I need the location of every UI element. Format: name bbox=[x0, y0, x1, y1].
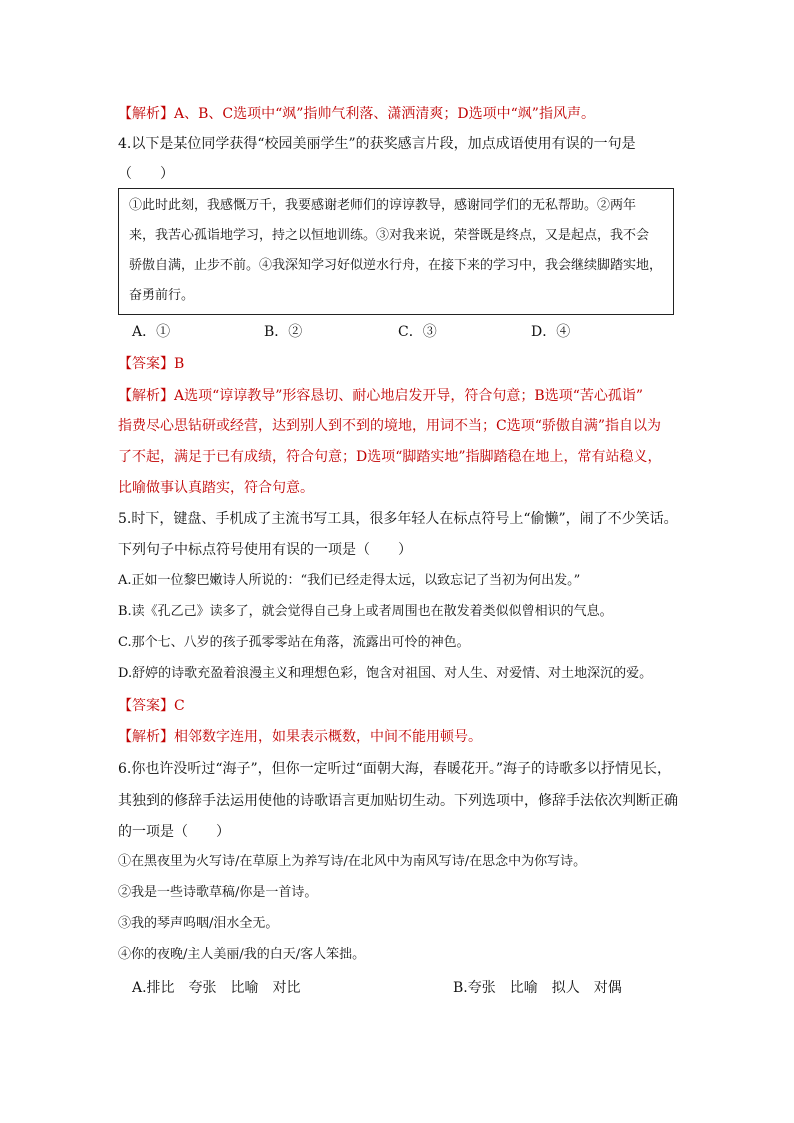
q4-passage-line-2: 来，我苦心孤诣地学习，持之以恒地训练。③对我来说，荣誉既是终点，又是起点，我不会 bbox=[129, 228, 650, 243]
q6-item-1: ①在黑夜里为火写诗/在草原上为养写诗/在北风中为南风写诗/在思念中为你写诗。 bbox=[118, 854, 587, 869]
q6-item-4: ④你的夜晚/主人美丽/我的白天/客人笨拙。 bbox=[118, 947, 366, 962]
q4-option-b: B．② bbox=[264, 324, 303, 340]
q4-stem-line-1: 4.以下是某位同学获得“校园美丽学生”的获奖感言片段，加点成语使用有误的一句是 bbox=[118, 136, 636, 152]
q6-option-b: B.夸张 比喻 拟人 对偶 bbox=[453, 980, 622, 996]
q4-option-a: A．① bbox=[132, 324, 171, 340]
q4-analysis-line-1 bbox=[118, 386, 678, 406]
q4-option-d: D．④ bbox=[531, 324, 571, 340]
q4-analysis-line-2: 指费尽心思钻研或经营，达到别人到不到的境地，用词不当；C选项“骄傲自满”指自以为 bbox=[118, 418, 662, 434]
q4-analysis-tag: 【解析】 bbox=[118, 388, 174, 404]
q6-stem-line-2: 其独到的修辞手法运用使他的诗歌语言更加贴切生动。下列选项中，修辞手法依次判断正确 bbox=[118, 793, 678, 809]
q4-analysis-line-4: 比喻做事认真踏实，符合句意。 bbox=[118, 480, 314, 496]
q3-analysis-text: A、B、C选项中“飒”指帅气利落、潇洒清爽；D选项中“飒”指风声。 bbox=[174, 106, 595, 122]
q4-option-c: C．③ bbox=[398, 324, 437, 340]
q4-analysis-text-1: A选项“谆谆教导”形容恳切、耐心地启发开导，符合句意；B选项“苦心孤诣” bbox=[174, 388, 644, 404]
q5-analysis-tag: 【解析】 bbox=[118, 729, 174, 745]
q6-option-a: A.排比 夸张 比喻 对比 bbox=[132, 980, 301, 996]
q6-item-2: ②我是一些诗歌草稿/你是一首诗。 bbox=[118, 885, 318, 900]
q4-passage-line-3: 骄傲自满，止步不前。④我深知学习好似逆水行舟，在接下来的学习中，我会继续脚踏实地， bbox=[129, 258, 663, 273]
q4-stem-line-2: （ ） bbox=[118, 166, 174, 182]
q4-analysis-line-3: 了不起，满足于已有成绩，符合句意；D选项“脚踏实地”指脚踏稳在地上，常有站稳义， bbox=[118, 449, 662, 465]
q4-answer-tag: 【答案】 bbox=[118, 356, 174, 372]
q4-answer bbox=[118, 354, 678, 374]
q3-analysis-tag: 【解析】 bbox=[118, 106, 174, 122]
q5-answer-value: C bbox=[174, 698, 185, 714]
q5-analysis bbox=[118, 727, 678, 747]
q5-stem-line-2: 下列句子中标点符号使用有误的一项是（ ） bbox=[118, 542, 412, 558]
q5-option-a: A.正如一位黎巴嫩诗人所说的：“我们已经走得太远，以致忘记了当初为何出发。” bbox=[118, 573, 581, 588]
q5-analysis-text: 相邻数字连用，如果表示概数，中间不能用顿号。 bbox=[174, 729, 482, 745]
q5-option-d: D.舒婷的诗歌充盈着浪漫主义和理想色彩，饱含对祖国、对人生、对爱情、对土地深沉的爱。 bbox=[118, 666, 653, 681]
q5-answer bbox=[118, 696, 678, 716]
q6-item-3: ③我的琴声呜咽/泪水全无。 bbox=[118, 916, 279, 931]
q5-stem-line-1: 5.时下，键盘、手机成了主流书写工具，很多年轻人在标点符号上“偷懒”，闹了不少笑话。 bbox=[118, 511, 678, 527]
q4-passage-line-1: ①此时此刻，我感慨万千，我要感谢老师们的谆谆教导，感谢同学们的无私帮助。②两年 bbox=[129, 198, 637, 213]
q5-option-c: C.那个七、八岁的孩子孤零零站在角落，流露出可怜的神色。 bbox=[118, 635, 470, 650]
q5-answer-tag: 【答案】 bbox=[118, 698, 174, 714]
q4-passage-box bbox=[118, 188, 674, 315]
q6-stem-line-3: 的一项是（ ） bbox=[118, 824, 230, 840]
q4-passage-line-4: 奋勇前行。 bbox=[129, 288, 195, 303]
q6-stem-line-1: 6.你也许没听过“海子”，但你一定听过“面朝大海，春暖花开。”海子的诗歌多以抒情见长， bbox=[118, 761, 671, 777]
q4-answer-value: B bbox=[174, 356, 185, 372]
q5-option-b: B.读《孔乙己》读多了，就会觉得自己身上或者周围也在散发着类似似曾相识的气息。 bbox=[118, 604, 613, 619]
q3-analysis bbox=[118, 104, 678, 124]
